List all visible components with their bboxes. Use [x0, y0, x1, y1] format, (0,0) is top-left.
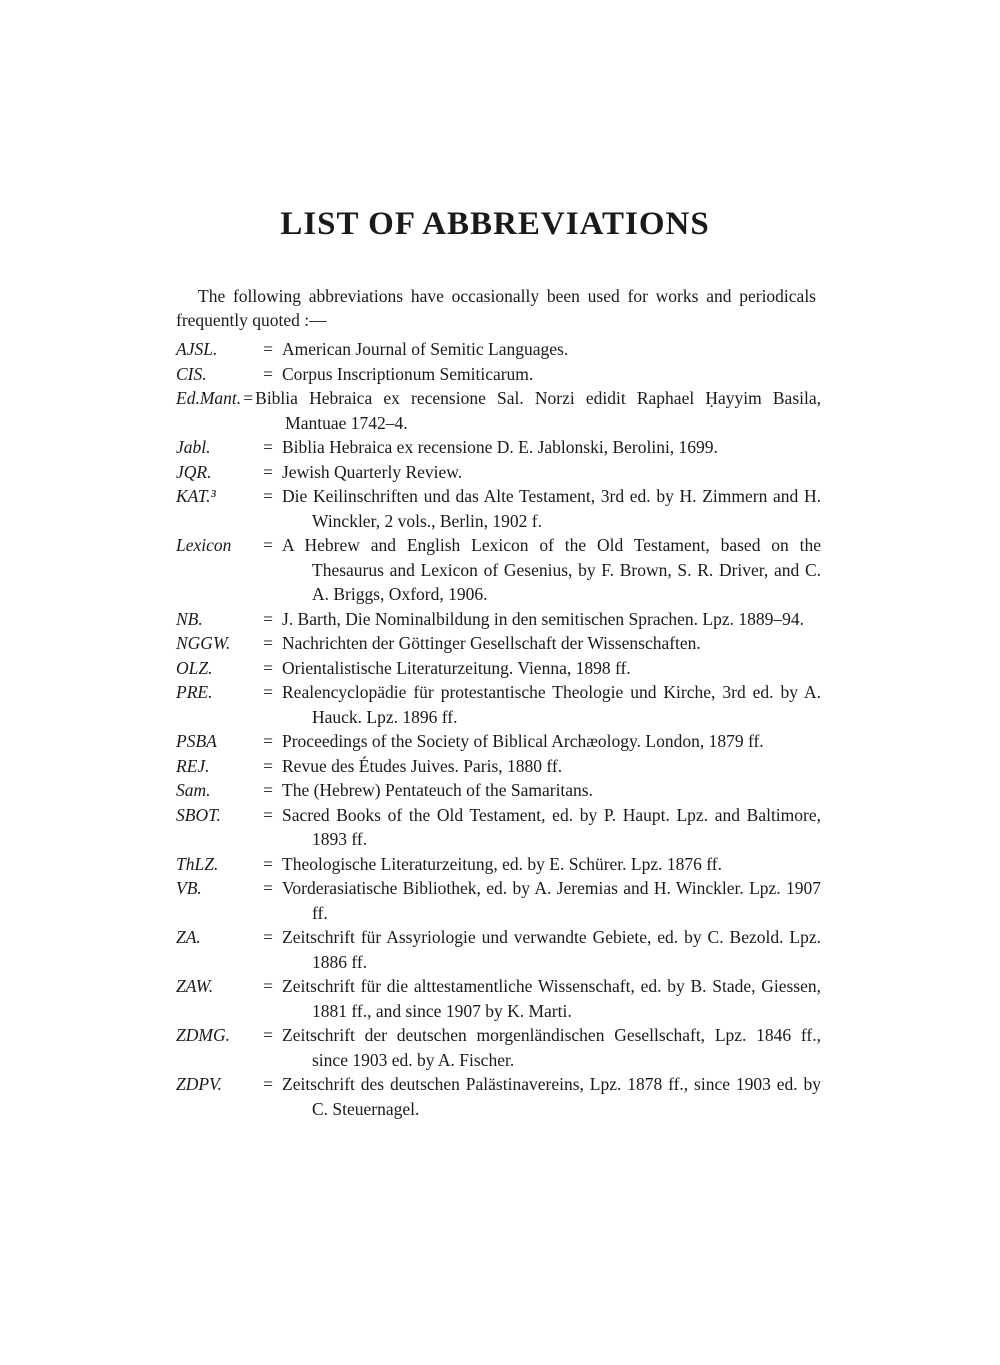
definition: Theologische Literaturzeitung, ed. by E. Schürer. Lpz. 1876 ff. — [282, 853, 722, 874]
equals-sign: = — [263, 486, 273, 506]
equals-sign: = — [263, 363, 273, 384]
definition: The (Hebrew) Pentateuch of the Samaritans. — [282, 780, 593, 800]
abbreviation: ZDPV. — [176, 1074, 222, 1094]
list-item — [176, 435, 821, 460]
list-item — [176, 362, 821, 387]
abbreviation: OLZ. — [176, 657, 213, 678]
list-item — [176, 631, 821, 656]
equals-sign: = — [263, 731, 273, 751]
definition: Zeitschrift der deutschen morgenländischen Gesellschaft, Lpz. 1846 ff., since 1903 ed. by A. Fischer. — [282, 1025, 821, 1070]
abbreviation: VB. — [176, 878, 202, 898]
list-item — [176, 778, 821, 803]
equals-sign: = — [263, 927, 273, 947]
definition: Vorderasiatische Bibliothek, ed. by A. Jeremias and H. Winckler. Lpz. 1907 ff. — [282, 878, 821, 923]
definition: Orientalistische Literaturzeitung. Vienna, 1898 ff. — [282, 657, 631, 678]
definition: Zeitschrift des deutschen Palästinavereins, Lpz. 1878 ff., since 1903 ed. by C. Steuernagel. — [282, 1074, 821, 1119]
equals-sign: = — [263, 804, 273, 825]
definition: Revue des Études Juives. Paris, 1880 ff. — [282, 755, 563, 776]
abbreviation: PRE. — [176, 682, 213, 702]
abbreviation: ZDMG. — [176, 1025, 230, 1045]
definition: Die Keilinschriften und das Alte Testament, 3rd ed. by H. Zimmern and H. Winckler, 2 vols., Berlin, 1902 f. — [282, 486, 821, 531]
equals-sign: = — [263, 976, 273, 996]
equals-sign: = — [263, 339, 273, 359]
list-item — [176, 484, 821, 533]
list-item — [176, 803, 821, 852]
list-item — [176, 337, 821, 362]
abbreviation: Ed.Mant. — [176, 388, 242, 408]
definition: Jewish Quarterly Review. — [282, 461, 463, 482]
list-item — [176, 1023, 821, 1072]
abbreviation: KAT.³ — [176, 486, 216, 506]
list-item — [176, 925, 821, 974]
equals-sign: = — [263, 535, 273, 555]
abbreviation: Sam. — [176, 780, 211, 800]
definition: Proceedings of the Society of Biblical Archæology. London, 1879 ff. — [282, 731, 764, 751]
abbreviation: NB. — [176, 608, 203, 629]
list-item — [176, 533, 821, 607]
list-item — [176, 1072, 821, 1121]
equals-sign: = — [263, 1074, 273, 1094]
page-title: LIST OF ABBREVIATIONS — [280, 206, 710, 242]
equals-sign: = — [263, 608, 273, 629]
definition: Biblia Hebraica ex recensione D. E. Jablonski, Berolini, 1699. — [282, 437, 718, 457]
abbreviation: JQR. — [176, 461, 212, 482]
abbreviation: Lexicon — [176, 535, 232, 555]
abbreviation: PSBA — [176, 731, 217, 751]
list-item — [176, 729, 821, 754]
list-item — [176, 876, 821, 925]
abbreviation: NGGW. — [176, 633, 231, 653]
abbreviation: ZAW. — [176, 976, 214, 996]
definition: Biblia Hebraica ex recensione Sal. Norzi edidit Raphael Ḥayyim Basila, Mantuae 1742–4. — [255, 388, 821, 433]
definition: J. Barth, Die Nominalbildung in den semitischen Sprachen. Lpz. 1889–94. — [282, 608, 804, 629]
abbreviation: ZA. — [176, 927, 201, 947]
list-item — [176, 386, 821, 435]
equals-sign: = — [263, 755, 273, 776]
equals-sign: = — [263, 853, 273, 874]
list-item — [176, 460, 821, 485]
equals-sign: = — [263, 437, 273, 457]
list-item — [176, 680, 821, 729]
equals-sign: = — [263, 780, 273, 800]
abbreviation-list — [176, 337, 821, 1121]
equals-sign: = — [263, 633, 273, 653]
equals-sign: = — [263, 1025, 273, 1045]
list-item — [176, 656, 821, 681]
list-item — [176, 974, 821, 1023]
definition: Realencyclopädie für protestantische Theologie und Kirche, 3rd ed. by A. Hauck. Lpz. 1896 ff. — [282, 682, 821, 727]
list-item — [176, 754, 821, 779]
abbreviation: ThLZ. — [176, 853, 219, 874]
definition: Nachrichten der Göttinger Gesellschaft der Wissenschaften. — [282, 633, 701, 653]
equals-sign: = — [263, 682, 273, 702]
definition: Corpus Inscriptionum Semiticarum. — [282, 363, 534, 384]
list-item — [176, 607, 821, 632]
abbreviation: SBOT. — [176, 804, 221, 825]
list-item — [176, 852, 821, 877]
definition: A Hebrew and English Lexicon of the Old Testament, based on the Thesaurus and Lexicon of Gesenius, by F. Brown, S. R. Driver, and C. A. Briggs, Oxford, 1906. — [282, 535, 821, 604]
definition: Sacred Books of the Old Testament, ed. by P. Haupt. Lpz. and Baltimore, 1893 ff. — [282, 804, 821, 849]
abbreviation: REJ. — [176, 755, 210, 776]
equals-sign: = — [263, 878, 273, 898]
definition: Zeitschrift für die alttestamentliche Wissenschaft, ed. by B. Stade, Giessen, 1881 ff., and since 1907 by K. Marti. — [282, 976, 821, 1021]
abbreviation: Jabl. — [176, 437, 211, 457]
definition: Zeitschrift für Assyriologie und verwandte Gebiete, ed. by C. Bezold. Lpz. 1886 ff. — [282, 927, 821, 972]
equals-sign: = — [243, 388, 254, 408]
abbreviation: AJSL. — [176, 339, 218, 359]
intro-paragraph: The following abbreviations have occasionally been used for works and periodicals frequently quoted :— — [176, 286, 816, 330]
abbreviation: CIS. — [176, 363, 207, 384]
definition: American Journal of Semitic Languages. — [282, 339, 569, 359]
equals-sign: = — [263, 461, 273, 482]
equals-sign: = — [263, 657, 273, 678]
